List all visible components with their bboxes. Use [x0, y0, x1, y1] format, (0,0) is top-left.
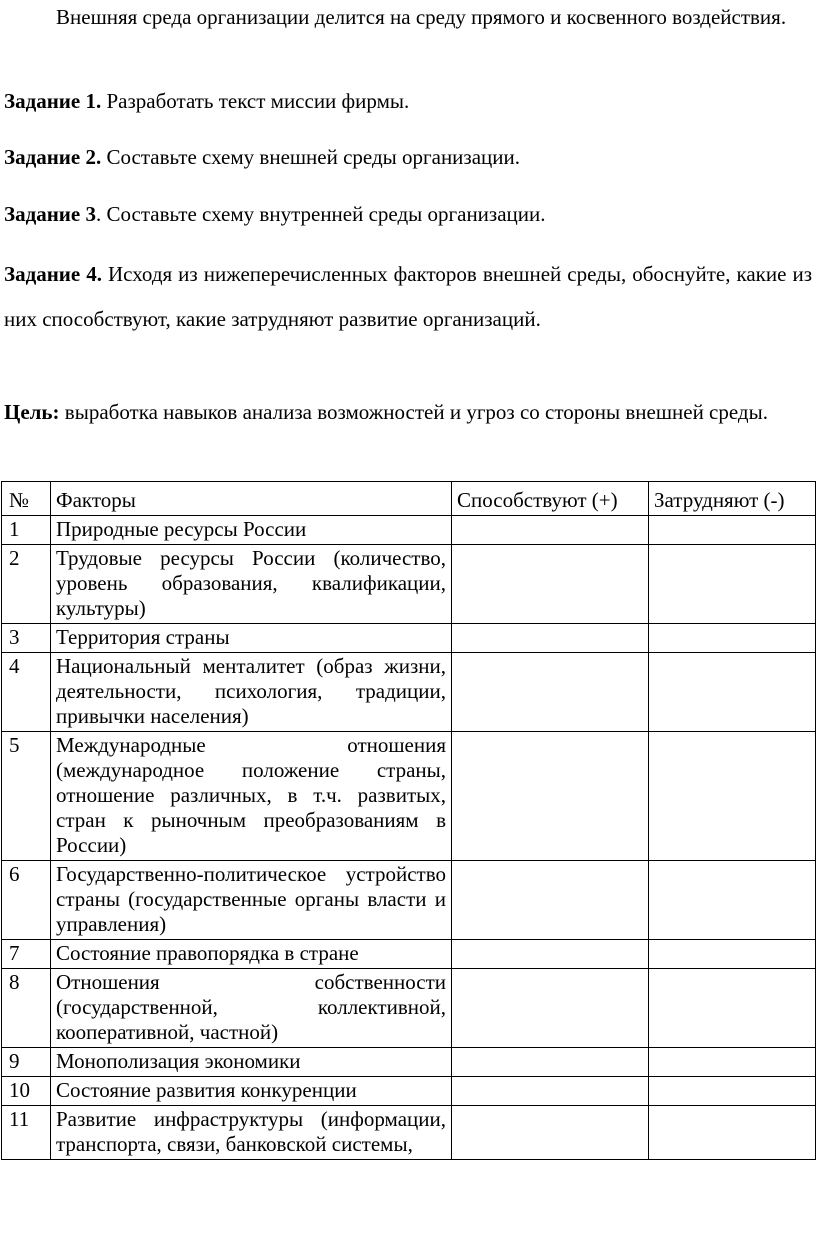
factor-cell: Состояние развития конкуренции [51, 1077, 452, 1106]
table-header-row [2, 482, 816, 516]
factor-cell: Государственно-политическое устройство страны (государственные органы власти и управления) [51, 861, 452, 940]
factors-table [1, 481, 816, 1160]
table-row [2, 1106, 816, 1160]
task-3-label: Задание 3 [4, 202, 96, 226]
intro-paragraph: Внешняя среда организации делится на среду прямого и косвенного воздействия. [56, 5, 787, 29]
promote-cell [452, 516, 649, 545]
promote-cell [452, 940, 649, 969]
row-number: 10 [2, 1077, 51, 1106]
task-2 [4, 142, 812, 172]
header-number: № [2, 482, 51, 516]
factor-cell: Состояние правопорядка в стране [51, 940, 452, 969]
factor-cell: Территория страны [51, 624, 452, 653]
hinder-cell [649, 1048, 816, 1077]
promote-cell [452, 1077, 649, 1106]
row-number: 9 [2, 1048, 51, 1077]
row-number: 7 [2, 940, 51, 969]
goal-text: выработка навыков анализа возможностей и угроз со стороны внешней среды. [59, 400, 768, 424]
table-row [2, 969, 816, 1048]
hinder-cell [649, 861, 816, 940]
row-number: 6 [2, 861, 51, 940]
task-4 [4, 252, 812, 342]
task-2-text: Составьте схему внешней среды организации. [101, 145, 521, 169]
task-3-text: . Составьте схему внутренней среды организации. [95, 202, 546, 226]
table-row [2, 1077, 816, 1106]
table-row [2, 940, 816, 969]
promote-cell [452, 1048, 649, 1077]
task-3 [4, 199, 812, 229]
task-1-text: Разработать текст миссии фирмы. [101, 89, 410, 113]
factor-cell: Национальный менталитет (образ жизни, деятельности, психология, традиции, привычки населения) [51, 653, 452, 732]
table-row [2, 861, 816, 940]
row-number: 1 [2, 516, 51, 545]
promote-cell [452, 861, 649, 940]
factor-cell: Природные ресурсы России [51, 516, 452, 545]
row-number: 4 [2, 653, 51, 732]
row-number: 2 [2, 545, 51, 624]
promote-cell [452, 545, 649, 624]
task-1-label: Задание 1. [4, 89, 102, 113]
hinder-cell [649, 1077, 816, 1106]
task-1 [4, 86, 812, 116]
table-row [2, 624, 816, 653]
row-number: 5 [2, 732, 51, 861]
hinder-cell [649, 1106, 816, 1160]
table-row [2, 653, 816, 732]
hinder-cell [649, 545, 816, 624]
hinder-cell [649, 969, 816, 1048]
factor-cell: Международные отношения (международное положение страны, отношение различных, в т.ч. развитых, стран к рыночным преобразованиям в России) [51, 732, 452, 861]
row-number: 8 [2, 969, 51, 1048]
row-number: 3 [2, 624, 51, 653]
table-row [2, 732, 816, 861]
promote-cell [452, 969, 649, 1048]
factor-cell: Трудовые ресурсы России (количество, уровень образования, квалификации, культуры) [51, 545, 452, 624]
hinder-cell [649, 624, 816, 653]
goal-label: Цель: [4, 400, 60, 424]
promote-cell [452, 624, 649, 653]
goal-paragraph [4, 397, 812, 427]
hinder-cell [649, 940, 816, 969]
table-row [2, 516, 816, 545]
header-hinder: Затрудняют (-) [649, 482, 816, 516]
hinder-cell [649, 653, 816, 732]
row-number: 11 [2, 1106, 51, 1160]
table-row [2, 545, 816, 624]
factor-cell: Отношения собственности (государственной, коллективной, кооперативной, частной) [51, 969, 452, 1048]
promote-cell [452, 1106, 649, 1160]
promote-cell [452, 653, 649, 732]
factor-cell: Монополизация экономики [51, 1048, 452, 1077]
hinder-cell [649, 732, 816, 861]
header-factors: Факторы [51, 482, 452, 516]
hinder-cell [649, 516, 816, 545]
task-4-label: Задание 4. [4, 262, 102, 286]
task-4-text: Исходя из нижеперечисленных факторов внешней среды, обоснуйте, какие из них способствуют, какие затрудняют развитие организаций. [4, 262, 812, 331]
factor-cell: Развитие инфраструктуры (информации, транспорта, связи, банковской системы, [51, 1106, 452, 1160]
promote-cell [452, 732, 649, 861]
header-promote: Способствуют (+) [452, 482, 649, 516]
task-2-label: Задание 2. [4, 145, 102, 169]
table-row [2, 1048, 816, 1077]
